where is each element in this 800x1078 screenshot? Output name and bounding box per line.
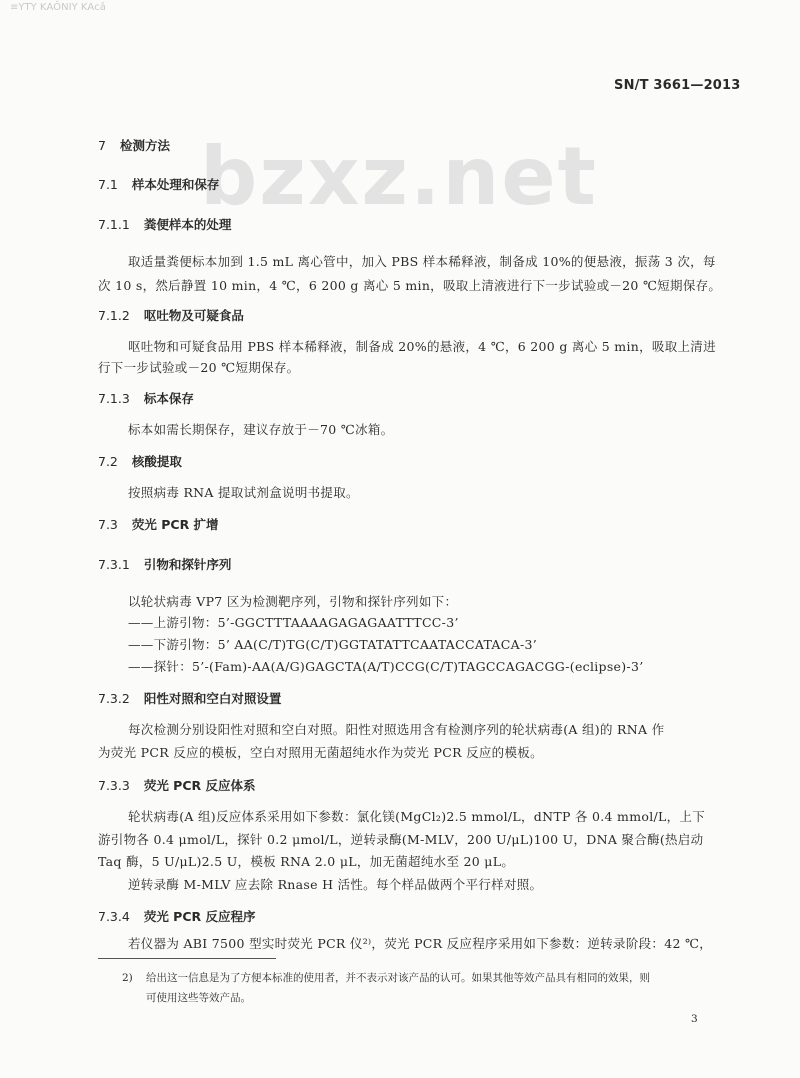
footnote-line: 可使用这些等效产品。	[146, 992, 251, 1004]
section-number: 7.3.1	[98, 557, 130, 572]
paragraph-line: 逆转录酶 M-MLV 应去除 Rnase H 活性。每个样品做两个平行样对照。	[128, 877, 543, 892]
section-7-3-2-heading	[98, 689, 281, 707]
section-7-1-heading	[98, 175, 219, 193]
paragraph-line: 行下一步试验或－20 ℃短期保存。	[98, 360, 300, 375]
section-title: 荧光 PCR 反应体系	[143, 778, 256, 793]
section-7-3-heading	[98, 515, 219, 533]
section-7-2-heading	[98, 452, 182, 470]
footnote-rule	[98, 958, 276, 959]
section-7-1-3-heading	[98, 389, 194, 407]
section-7-1-1-heading	[98, 215, 231, 233]
paragraph-line: 轮状病毒(A 组)反应体系采用如下参数：氯化镁(MgCl₂)2.5 mmol/L，dNTP 各 0.4 mmol/L，上下	[128, 809, 706, 824]
document-number: SN/T 3661—2013	[614, 78, 741, 93]
section-title: 引物和探针序列	[143, 557, 232, 572]
section-number: 7.1	[98, 177, 118, 192]
section-number: 7.1.1	[98, 217, 130, 232]
sequence-line: ——下游引物：5’ AA(C/T)TG(C/T)GGTATATTCAATACCATACA-3’	[128, 637, 537, 652]
paragraph-line: 次 10 s，然后静置 10 min，4 ℃，6 200 g 离心 5 min，吸取上清液进行下一步试验或－20 ℃短期保存。	[98, 278, 722, 293]
paragraph-line: 取适量粪便标本加到 1.5 mL 离心管中，加入 PBS 样本稀释液，制备成 10%的便悬液，振荡 3 次，每	[128, 254, 716, 269]
page-number: 3	[691, 1013, 698, 1025]
sequence-line: ——探针：5’-(Fam)-AA(A/G)GAGCTA(A/T)CCG(C/T)TAGCCAGACGG-(eclipse)-3’	[128, 659, 644, 674]
footnote-line: 给出这一信息是为了方便本标准的使用者，并不表示对该产品的认可。如果其他等效产品具有相同的效果，则	[146, 972, 650, 984]
paragraph-line: 游引物各 0.4 μmol/L，探针 0.2 μmol/L，逆转录酶(M-MLV，200 U/μL)100 U，DNA 聚合酶(热启动	[98, 832, 704, 847]
section-title: 样本处理和保存	[131, 177, 220, 192]
watermark: bzxz.net	[200, 130, 598, 223]
footnote-marker: 2)	[122, 972, 133, 984]
section-title: 荧光 PCR 扩增	[131, 517, 219, 532]
sequence-line: ——上游引物：5’-GGCTTTAAAAGAGAGAATTTCC-3’	[128, 615, 459, 630]
section-number: 7.3	[98, 517, 118, 532]
paragraph-line: 若仪器为 ABI 7500 型实时荧光 PCR 仪²⁾，荧光 PCR 反应程序采用如下参数：逆转录阶段：42 ℃，	[128, 936, 713, 951]
section-7-3-1-heading	[98, 555, 231, 573]
section-7-3-4-heading	[98, 907, 255, 925]
section-number: 7.1.3	[98, 391, 130, 406]
section-title: 检测方法	[119, 138, 170, 153]
paragraph-line: 每次检测分别设阳性对照和空白对照。阳性对照选用含有检测序列的轮状病毒(A 组)的 RNA 作	[128, 722, 665, 737]
paragraph-line: 为荧光 PCR 反应的模板，空白对照用无菌超纯水作为荧光 PCR 反应的模板。	[98, 745, 543, 760]
section-title: 标本保存	[143, 391, 194, 406]
paragraph-line: Taq 酶，5 U/μL)2.5 U，模板 RNA 2.0 μL，加无菌超纯水至 20 μL。	[98, 854, 515, 869]
top-mark: ≡ΥΤΥ ΚΑǑΝΙΥ ΚΑcǎ	[10, 2, 106, 13]
section-number: 7.2	[98, 454, 118, 469]
paragraph-line: 呕吐物和可疑食品用 PBS 样本稀释液，制备成 20%的悬液，4 ℃，6 200 g 离心 5 min，吸取上清进	[128, 339, 716, 354]
section-7-3-3-heading	[98, 776, 255, 794]
section-number: 7.3.3	[98, 778, 130, 793]
section-number: 7.3.2	[98, 691, 130, 706]
section-7-heading	[98, 136, 170, 154]
section-number: 7.1.2	[98, 308, 130, 323]
section-title: 荧光 PCR 反应程序	[143, 909, 256, 924]
section-title: 呕吐物及可疑食品	[143, 308, 244, 323]
section-number: 7	[98, 138, 106, 153]
section-7-1-2-heading	[98, 306, 244, 324]
paragraph-line: 标本如需长期保存，建议存放于－70 ℃冰箱。	[128, 422, 394, 437]
paragraph-line: 按照病毒 RNA 提取试剂盒说明书提取。	[128, 485, 359, 500]
section-title: 阳性对照和空白对照设置	[143, 691, 282, 706]
paragraph-line: 以轮状病毒 VP7 区为检测靶序列，引物和探针序列如下：	[128, 594, 458, 609]
section-number: 7.3.4	[98, 909, 130, 924]
section-title: 粪便样本的处理	[143, 217, 232, 232]
section-title: 核酸提取	[131, 454, 182, 469]
